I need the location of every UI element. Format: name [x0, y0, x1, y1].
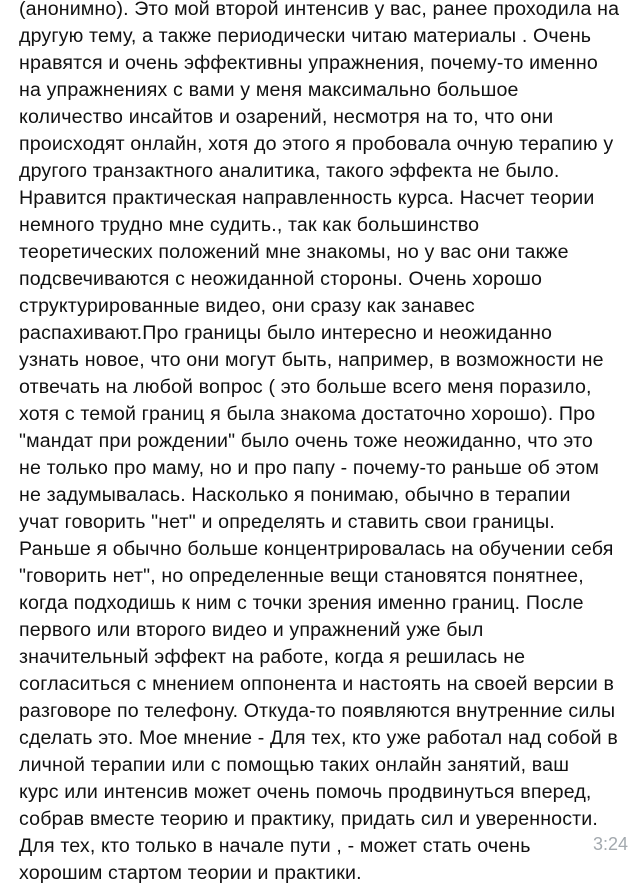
message-line: теоретических положений мне знакомы, но у вас они также [19, 241, 569, 263]
message-line: подсвечиваются с неожиданной стороны. Очень хорошо [19, 268, 543, 290]
message-line: нравятся и очень эффективны упражнения, почему-то именно [19, 52, 598, 74]
message-line: курс или интенсив может очень помочь продвинуться вперед, [19, 781, 592, 803]
message-line: личной терапии или с помощью таких онлайн занятий, ваш [19, 754, 570, 776]
message-line: не только про маму, но и про папу - почему-то раньше об этом [19, 457, 599, 479]
message-line: Раньше я обычно больше концентрировалась на обучении себя [19, 538, 614, 560]
message-line: (анонимно). Это мой второй интенсив у вас, ранее проходила на [19, 0, 620, 20]
message-line: не задумывалась. Насколько я понимаю, обычно в терапии [19, 484, 571, 506]
message-line: другого транзактного аналитика, такого эффекта не было. [19, 160, 560, 182]
message-line: сделать это. Мое мнение - Для тех, кто уже работал над собой в [19, 727, 618, 749]
message-line: Нравится практическая направленность курса. Насчет теории [19, 187, 595, 209]
message-line: разговоре по телефону. Откуда-то появляются внутренние силы [19, 700, 616, 722]
message-line: отвечать на любой вопрос ( это больше всего меня поразило, [19, 376, 592, 398]
message-line: происходят онлайн, хотя до этого я пробовала очную терапию у [19, 133, 614, 155]
message-line: хорошим стартом теории и практики. [19, 862, 362, 884]
message-line: на упражнениях с вами у меня максимально большое [19, 79, 519, 101]
message-line: учат говорить "нет" и определять и ставить свои границы. [19, 511, 556, 533]
message-line: согласиться с мнением оппонента и настоять на своей версии в [19, 673, 615, 695]
message-line: распахивают.Про границы было интересно и неожиданно [19, 322, 553, 344]
message-line: структурированные видео, они сразу как занавес [19, 295, 475, 317]
message-line: когда подходишь к ним с точки зрения именно границ. После [19, 592, 584, 614]
message-line: собрав вместе теорию и практику, придать сил и уверенности. [19, 808, 598, 830]
message-line: количество инсайтов и озарений, несмотря на то, что они [19, 106, 554, 128]
message-text [19, 0, 624, 887]
message-line: значительный эффект на работе, когда я решилась не [19, 646, 526, 668]
message-line: узнать новое, что они могут быть, например, в возможности не [19, 349, 604, 371]
message-line: хотя с темой границ я была знакома достаточно хорошо). Про [19, 403, 596, 425]
message-line: немного трудно мне судить., так как большинство [19, 214, 480, 236]
message-line: "мандат при рождении" было очень тоже неожиданно, что это [19, 430, 593, 452]
message-line: первого или второго видео и упражнений уже был [19, 619, 484, 641]
message-line: другую тему, а также периодически читаю материалы . Очень [19, 25, 592, 47]
message-line: "говорить нет", но определенные вещи становятся понятнее, [19, 565, 584, 587]
message-line: Для тех, кто только в начале пути , - может стать очень [19, 835, 531, 857]
message-timestamp: 3:24 [592, 834, 628, 854]
